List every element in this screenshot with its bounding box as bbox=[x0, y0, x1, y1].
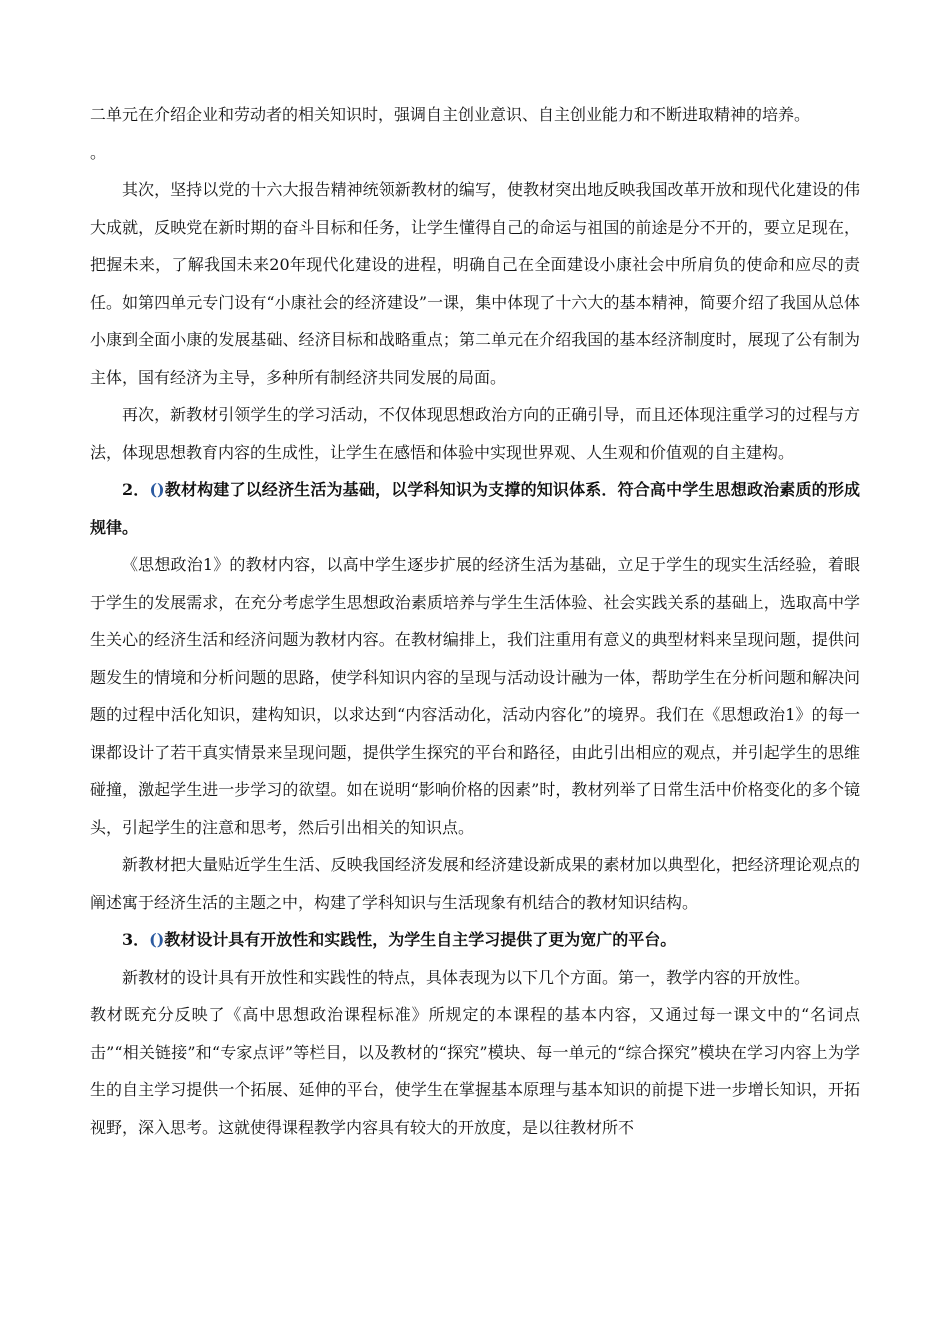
paragraph-openness-detail: 教材既充分反映了《高中思想政治课程标准》所规定的本课程的基本内容，又通过每一课文中的“名词点击”“相关链接”和“专家点评”等栏目，以及教材的“探究”模块、每一单元的“综合探究”模块在学习内容上为学生的自主学习提供一个拓展、延伸的平台，使学生在掌握基本原理与基本知识的前提下进一步增长知识，开拓视野，深入思考。这就使得课程教学内容具有较大的开放度，是以往教材所不 bbox=[90, 1005, 860, 1137]
section-heading-3 bbox=[90, 921, 860, 959]
heading-parentheses: () bbox=[149, 930, 165, 949]
document-body bbox=[90, 96, 860, 1146]
paragraph-secondly: 其次，坚持以党的十六大报告精神统领新教材的编写，使教材突出地反映我国改革开放和现代化建设的伟大成就，反映党在新时期的奋斗目标和任务，让学生懂得自己的命运与祖国的前途是分不开的，要立足现在，把握未来，了解我国未来20年现代化建设的进程，明确自己在全面建设小康社会中所肩负的使命和应尽的责任。如第四单元专门设有“小康社会的经济建设”一课，集中体现了十六大的基本精神，简要介绍了我国从总体小康到全面小康的发展基础、经济目标和战略重点；第二单元在介绍我国的基本经济制度时，展现了公有制为主体，国有经济为主导，多种所有制经济共同发展的局面。 bbox=[90, 180, 860, 387]
heading-number: 3． bbox=[122, 930, 150, 949]
paragraph-textbook-content: 《思想政治1》的教材内容，以高中学生逐步扩展的经济生活为基础，立足于学生的现实生活经验，着眼于学生的发展需求，在充分考虑学生思想政治素质培养与学生生活体验、社会实践关系的基础上，选取高中学生关心的经济生活和经济问题为教材内容。在教材编排上，我们注重用有意义的典型材料来呈现问题，提供问题发生的情境和分析问题的思路，使学科知识内容的呈现与活动设计融为一体，帮助学生在分析问题和解决问题的过程中活化知识，建构知识，以求达到“内容活动化，活动内容化”的境界。我们在《思想政治1》的每一课都设计了若干真实情景来呈现问题，提供学生探究的平台和路径，由此引出相应的观点，并引起学生的思维碰撞，激起学生进一步学习的欲望。如在说明“影响价格的因素”时，教材列举了日常生活中价格变化的多个镜头，引起学生的注意和思考，然后引出相关的知识点。 bbox=[90, 555, 860, 837]
paragraph-stray-mark: 。 bbox=[90, 142, 107, 162]
section-heading-2 bbox=[90, 471, 860, 546]
heading-parentheses: () bbox=[149, 480, 165, 499]
paragraph-new-textbook: 新教材把大量贴近学生生活、反映我国经济发展和经济建设新成果的素材加以典型化，把经济理论观点的阐述寓于经济生活的主题之中，构建了学科知识与生活现象有机结合的教材知识结构。 bbox=[90, 855, 860, 912]
paragraph-openness-intro: 新教材的设计具有开放性和实践性的特点，具体表现为以下几个方面。第一，教学内容的开放性。 bbox=[122, 967, 811, 987]
heading-number: 2． bbox=[122, 480, 150, 499]
heading-text: 教材构建了以经济生活为基础，以学科知识为支撑的知识体系．符合高中学生思想政治素质的形成规律。 bbox=[90, 480, 860, 537]
paragraph-thirdly: 再次，新教材引领学生的学习活动，不仅体现思想政治方向的正确引导，而且还体现注重学习的过程与方法，体现思想教育内容的生成性，让学生在感悟和体验中实现世界观、人生观和价值观的自主建构。 bbox=[90, 405, 860, 462]
heading-text: 教材设计具有开放性和实践性，为学生自主学习提供了更为宽广的平台。 bbox=[164, 930, 677, 949]
paragraph-continuation: 二单元在介绍企业和劳动者的相关知识时，强调自主创业意识、自主创业能力和不断进取精神的培养。 bbox=[90, 105, 811, 124]
